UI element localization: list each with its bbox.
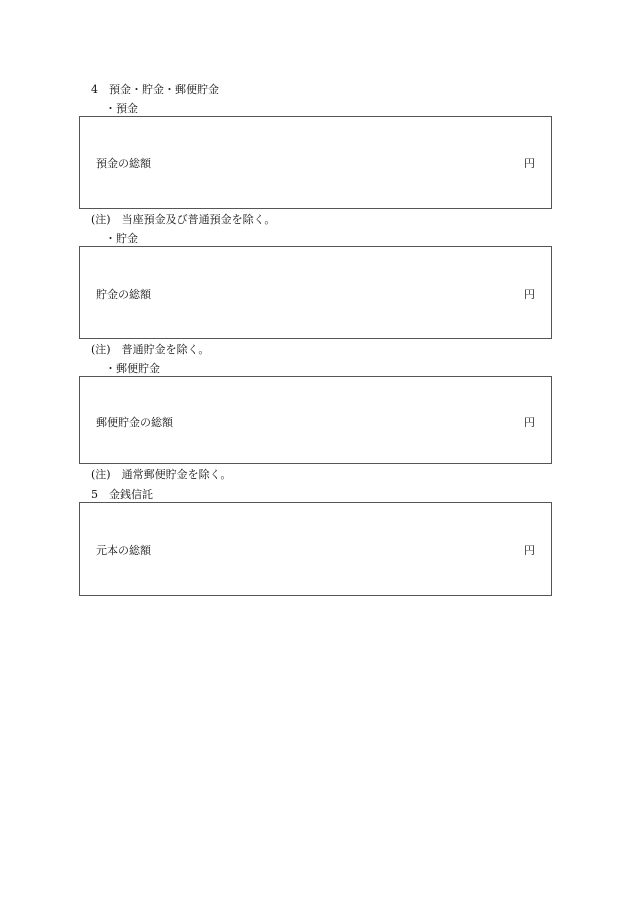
savings-total-box[interactable]	[79, 246, 552, 339]
postal-note: (注) 通常郵便貯金を除く。	[91, 468, 232, 481]
deposit-total-label: 預金の総額	[96, 157, 151, 170]
postal-subheading: ・郵便貯金	[105, 362, 160, 375]
savings-subheading: ・貯金	[105, 232, 138, 245]
postal-total-unit: 円	[524, 416, 535, 429]
trust-principal-unit: 円	[524, 544, 535, 557]
deposit-subheading: ・預金	[105, 102, 138, 115]
section-4-heading: 4 預金・貯金・郵便貯金	[91, 83, 219, 96]
deposit-total-unit: 円	[524, 157, 535, 170]
trust-principal-box[interactable]	[79, 502, 552, 596]
savings-total-unit: 円	[524, 288, 535, 301]
postal-total-label: 郵便貯金の総額	[96, 416, 173, 429]
savings-total-label: 貯金の総額	[96, 288, 151, 301]
section-5-heading: 5 金銭信託	[91, 488, 153, 501]
savings-note: (注) 普通貯金を除く。	[91, 343, 210, 356]
postal-total-box[interactable]	[79, 376, 552, 464]
deposit-note: (注) 当座預金及び普通預金を除く。	[91, 213, 276, 226]
trust-principal-label: 元本の総額	[96, 544, 151, 557]
deposit-total-box[interactable]	[79, 116, 552, 209]
